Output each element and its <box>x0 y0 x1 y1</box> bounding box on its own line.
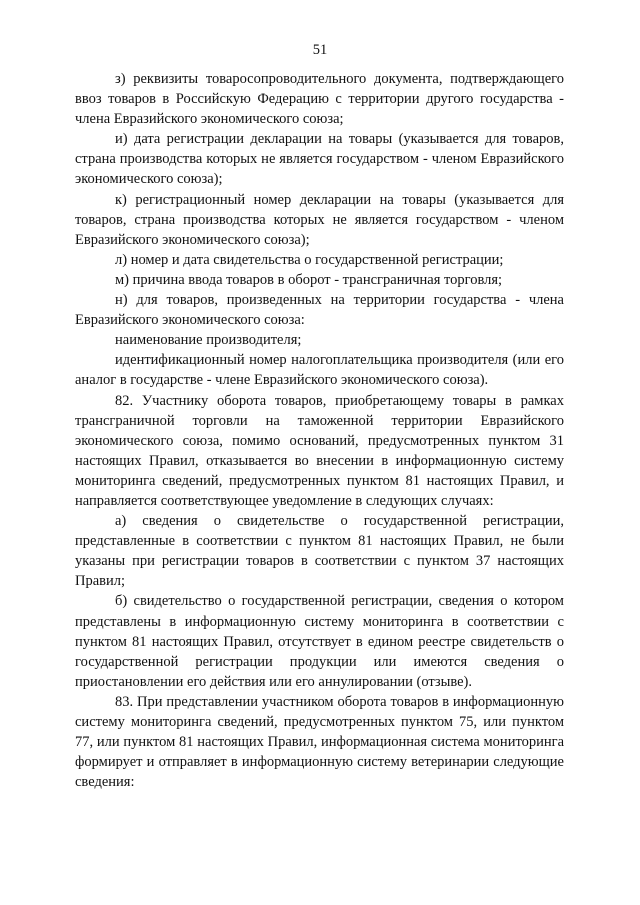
paragraph-k-declaration-number: к) регистрационный номер декларации на товары (указывается для товаров, страна производства которых не является государством - членом Евразийского экономического союза); <box>75 191 564 248</box>
paragraph-i-declaration-date: и) дата регистрации декларации на товары (указывается для товаров, страна производства которых не является государством - членом Евразийского экономического союза); <box>75 131 564 188</box>
paragraph-82-a: а) сведения о свидетельстве о государственной регистрации, представленные в соответствии с пунктом 81 настоящих Правил, не были указаны при регистрации товаров в соответствии с пунктом 37 настоящих Правил; <box>75 513 564 590</box>
paragraph-l-certificate: л) номер и дата свидетельства о государственной регистрации; <box>115 251 504 268</box>
paragraph-m-reason: м) причина ввода товаров в оборот - трансграничная торговля; <box>115 271 503 288</box>
paragraph-83: 83. При представлении участником оборота товаров в информационную систему мониторинга сведений, предусмотренных пунктом 75, или пунктом 77, или пунктом 81 настоящих Правил, информационная система мониторинга формирует и отправляет в информационную систему ветеринарии следующие сведения: <box>75 693 564 791</box>
paragraph-producer-inn: идентификационный номер налогоплательщика производителя (или его аналог в государстве - члене Евразийского экономического союза). <box>75 352 564 389</box>
paragraph-82-b: б) свидетельство о государственной регистрации, сведения о котором представлены в информационную систему мониторинга в соответствии с пунктом 81 настоящих Правил, отсутствует в едином реестре свидетельств о государственной регистрации продукции или имеются сведения о приостановлении его действия или его аннулировании (отзыве). <box>75 593 564 690</box>
page-number: 51 <box>312 42 328 58</box>
paragraph-82: 82. Участнику оборота товаров, приобретающему товары в рамках трансграничной торговли на таможенной территории Евразийского экономического союза, помимо оснований, предусмотренных пунктом 31 настоящих Правил, отказывается во внесении в информационную систему мониторинга сведений, предусмотренных пунктом 81 настоящих Правил, и направляется соответствующее уведомление в следующих случаях: <box>75 392 564 509</box>
paragraph-z-transport-document: з) реквизиты товаросопроводительного документа, подтверждающего ввоз товаров в Российскую Федерацию с территории другого государства - члена Евразийского экономического союза; <box>75 71 564 128</box>
document-body <box>75 69 564 792</box>
paragraph-producer-name: наименование производителя; <box>115 332 302 349</box>
paragraph-n-goods-produced: н) для товаров, произведенных на территории государства - члена Евразийского экономического союза: <box>75 292 564 329</box>
